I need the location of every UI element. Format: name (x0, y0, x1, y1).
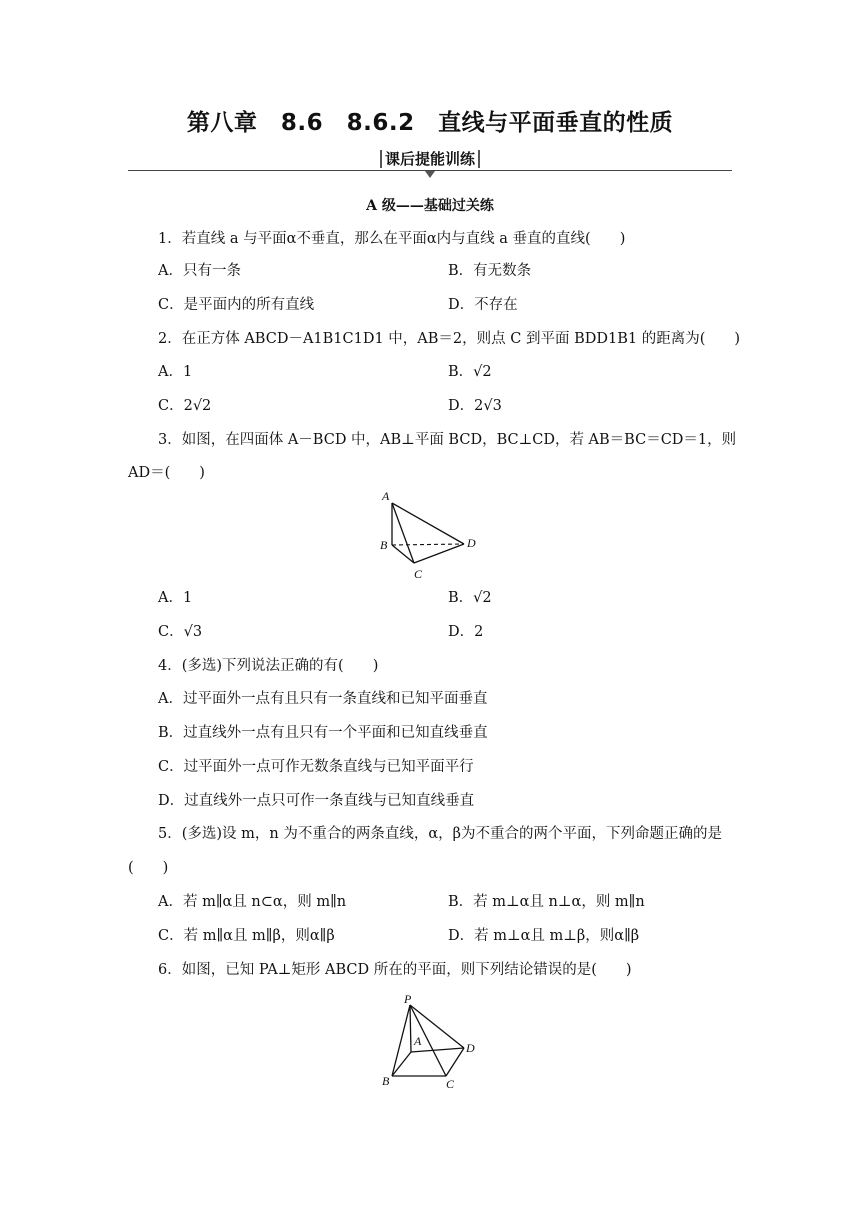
section-badge-label: 课后提能训练 (380, 150, 480, 168)
question-3-option-c: C．√3 (158, 624, 203, 640)
tetrahedron-figure (370, 486, 490, 584)
question-2-stem: 2．在正方体 ABCD－A1B1C1D1 中，AB＝2，则点 C 到平面 BDD1B1 的距离为( ) (158, 331, 741, 347)
figure-6-label-d: D (466, 1041, 475, 1055)
question-5-option-c: C．若 m∥α且 m∥β，则α∥β (158, 928, 335, 944)
figure-6-label-a: A (414, 1034, 422, 1048)
question-1-stem: 1．若直线 a 与平面α不垂直，那么在平面α内与直线 a 垂直的直线( ) (158, 231, 626, 247)
figure-3-label-b: B (380, 538, 388, 552)
section-badge (0, 148, 860, 169)
question-5-option-d: D．若 m⊥α且 m⊥β，则α∥β (448, 928, 640, 944)
figure-6-label-c: C (446, 1077, 455, 1091)
question-5-option-a: A．若 m∥α且 n⊂α，则 m∥n (158, 894, 347, 910)
question-2-option-d: D．2√3 (448, 398, 502, 414)
figure-3-label-d: D (467, 536, 476, 550)
question-2-option-b: B．√2 (448, 364, 492, 380)
question-1-option-c: C．是平面内的所有直线 (158, 297, 315, 313)
question-3-stem-line-2: AD＝( ) (128, 465, 205, 481)
figure-3-label-a: A (382, 489, 390, 503)
question-1-option-b: B．有无数条 (448, 263, 532, 279)
question-4-option-d: D．过直线外一点只可作一条直线与已知直线垂直 (158, 793, 475, 809)
question-4-option-c: C．过平面外一点可作无数条直线与已知平面平行 (158, 759, 474, 775)
question-3-option-d: D．2 (448, 624, 484, 640)
level-heading: A 级——基础过关练 (366, 198, 494, 214)
page-title: 第八章 8.6 8.6.2 直线与平面垂直的性质 (186, 110, 674, 136)
question-4-stem: 4．(多选)下列说法正确的有( ) (158, 658, 379, 674)
question-6-stem: 6．如图，已知 PA⊥矩形 ABCD 所在的平面，则下列结论错误的是( ) (158, 962, 632, 978)
question-1-option-d: D．不存在 (448, 297, 518, 313)
question-3-stem-line-1: 3．如图，在四面体 A－BCD 中，AB⊥平面 BCD，BC⊥CD，若 AB＝BC＝CD＝1，则 (158, 432, 737, 448)
caret-down-icon (425, 171, 435, 178)
question-2-option-a: A．1 (158, 364, 193, 380)
question-1-option-a: A．只有一条 (158, 263, 241, 279)
figure-6-label-b: B (382, 1074, 390, 1088)
pyramid-figure (370, 990, 490, 1094)
question-5-stem-line-2: ( ) (128, 860, 169, 876)
figure-3-label-c: C (414, 567, 423, 581)
question-5-stem-line-1: 5．(多选)设 m，n 为不重合的两条直线，α，β为不重合的两个平面，下列命题正确的是 (158, 826, 723, 842)
question-4-option-a: A．过平面外一点有且只有一条直线和已知平面垂直 (158, 691, 488, 707)
figure-6-label-p: P (404, 992, 412, 1006)
question-4-option-b: B．过直线外一点有且只有一个平面和已知直线垂直 (158, 725, 488, 741)
question-3-option-a: A．1 (158, 590, 193, 606)
question-5-option-b: B．若 m⊥α且 n⊥α，则 m∥n (448, 894, 645, 910)
question-3-option-b: B．√2 (448, 590, 492, 606)
question-2-option-c: C．2√2 (158, 398, 212, 414)
